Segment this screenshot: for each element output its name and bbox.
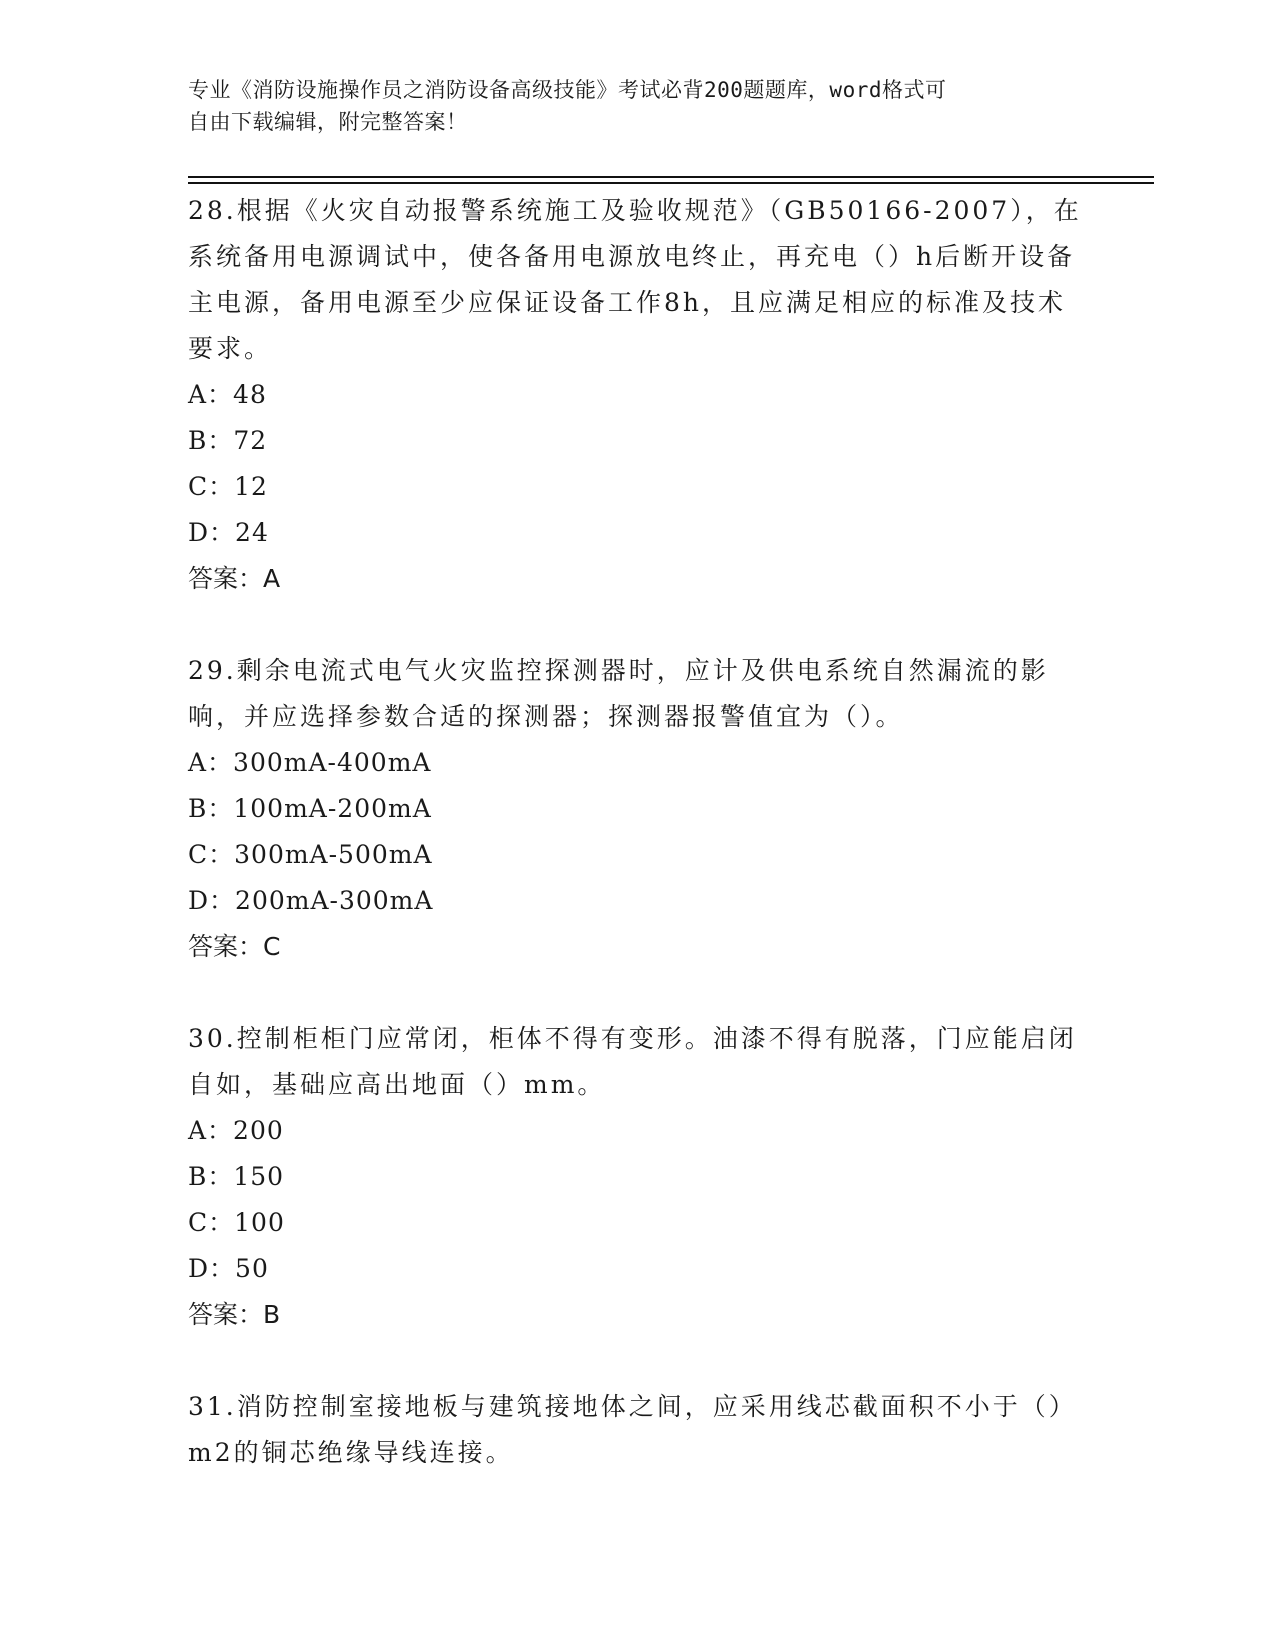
option-a: A：48 <box>188 380 267 409</box>
option-list <box>188 372 1088 556</box>
question-stem: 29.剩余电流式电气火灾监控探测器时，应计及供电系统自然漏流的影响，并应选择参数合适的探测器；探测器报警值宜为（）。 <box>188 656 1049 731</box>
answer-text: 答案：A <box>188 564 281 593</box>
option-b: B：72 <box>188 426 268 455</box>
question-spacer <box>188 1338 1088 1384</box>
answer-text: 答案：C <box>188 932 281 961</box>
header-line-1: 专业《消防设施操作员之消防设备高级技能》考试必背200题题库，word格式可 <box>188 78 947 102</box>
question-stem: 30.控制柜柜门应常闭，柜体不得有变形。油漆不得有脱落，门应能启闭自如，基础应高出地面（）mm。 <box>188 1024 1077 1099</box>
question-31 <box>188 1384 1088 1476</box>
option-a: A：300mA-400mA <box>188 748 432 777</box>
option-list <box>188 1108 1088 1292</box>
option-c: C：12 <box>188 472 268 501</box>
option-d: D：50 <box>188 1254 269 1283</box>
header-divider-bottom <box>188 182 1154 184</box>
header-line-2: 自由下载编辑，附完整答案！ <box>188 110 468 134</box>
option-d: D：200mA-300mA <box>188 886 434 915</box>
document-header <box>188 74 1088 138</box>
question-stem: 28.根据《火灾自动报警系统施工及验收规范》（GB50166-2007），在系统备用电源调试中，使各备用电源放电终止，再充电（）h后断开设备主电源，备用电源至少应保证设备工作8h，且应满足相应的标准及技术要求。 <box>188 196 1082 363</box>
question-spacer <box>188 970 1088 1016</box>
option-b: B：150 <box>188 1162 285 1191</box>
question-spacer <box>188 602 1088 648</box>
option-a: A：200 <box>188 1116 284 1145</box>
option-list <box>188 740 1088 924</box>
option-d: D：24 <box>188 518 269 547</box>
question-28 <box>188 188 1088 602</box>
option-c: C：100 <box>188 1208 285 1237</box>
question-30 <box>188 1016 1088 1338</box>
question-list <box>188 188 1088 1476</box>
option-b: B：100mA-200mA <box>188 794 432 823</box>
header-divider-top <box>188 176 1154 178</box>
question-stem: 31.消防控制室接地板与建筑接地体之间，应采用线芯截面积不小于（）m2的铜芯绝缘导线连接。 <box>188 1392 1077 1467</box>
option-c: C：300mA-500mA <box>188 840 433 869</box>
answer-text: 答案：B <box>188 1300 281 1329</box>
question-29 <box>188 648 1088 970</box>
